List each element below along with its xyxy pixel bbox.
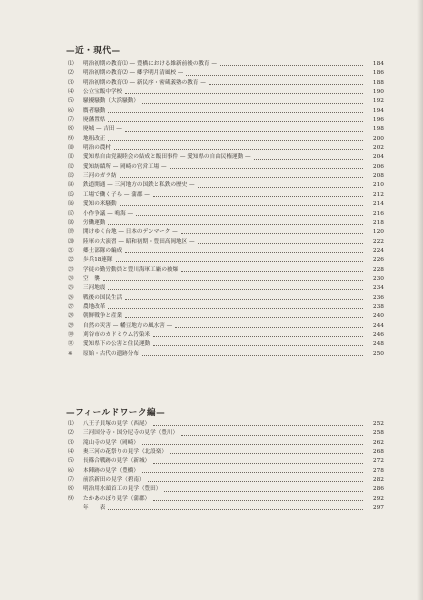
dot-leader: [153, 345, 363, 346]
toc-entry-title: 学徒の勤労動員と豊川海軍工廠の被爆: [83, 266, 179, 273]
toc-entry-number: ㉖: [68, 294, 74, 301]
dot-leader: [181, 435, 363, 436]
toc-entry-title: 戦後の国民生活: [83, 294, 123, 301]
dot-leader: [153, 336, 363, 337]
dot-leader: [136, 215, 363, 216]
toc-entry-number: ⑻: [68, 486, 74, 493]
toc-entry-title: 労働運動: [83, 219, 106, 226]
dot-leader: [108, 121, 363, 122]
toc-entry: [68, 331, 384, 340]
toc-entry: [68, 200, 384, 209]
toc-entry: [68, 420, 384, 429]
toc-entry-number: ⑹: [68, 107, 74, 114]
toc-entry: [68, 266, 384, 275]
dot-leader: [153, 500, 363, 501]
toc-entry-number: ㉓: [68, 266, 74, 273]
dot-leader: [142, 355, 363, 356]
toc-entry: [68, 219, 384, 228]
toc-entry-number: ⒃: [68, 201, 74, 208]
toc-entry-page: 188: [372, 79, 384, 86]
dot-leader: [125, 252, 363, 253]
section-title-fieldwork: —フィールドワーク編—: [66, 408, 166, 418]
toc-entry-number: ⒅: [68, 219, 74, 226]
section-title-modern: —近・現代—: [66, 46, 121, 56]
toc-entry-number: ⑻: [68, 126, 74, 133]
toc-entry-number: ㉙: [68, 322, 74, 329]
toc-entry: [68, 467, 384, 476]
toc-entry-number: ㉚: [68, 331, 74, 338]
toc-entry-number: ⑵: [68, 70, 74, 77]
dot-leader: [125, 317, 363, 318]
dot-leader: [175, 327, 363, 328]
dot-leader: [181, 271, 363, 272]
toc-entry-title: 愛知県下の公害と住民運動: [83, 341, 151, 348]
dot-leader: [120, 177, 363, 178]
toc-entry-page: 262: [372, 439, 384, 446]
toc-entry-title: 原始・古代の遺跡分布: [83, 350, 139, 357]
dot-leader: [181, 233, 363, 234]
toc-entry: [68, 247, 384, 256]
toc-entry-number: ⑽: [68, 145, 74, 152]
toc-entry-title: 郷土部隊の編成: [83, 247, 123, 254]
toc-entry-page: 226: [372, 257, 384, 264]
dot-leader: [108, 224, 363, 225]
toc-entry: [68, 256, 384, 265]
toc-entry: [68, 322, 384, 331]
toc-entry-title: 三河のガラ紡: [83, 173, 117, 180]
dot-leader: [125, 299, 363, 300]
toc-entry-title: 空 襲: [83, 275, 100, 282]
dot-leader: [108, 509, 363, 510]
toc-entry: [68, 303, 384, 312]
toc-entry-number: ㉛: [68, 341, 74, 348]
toc-entry: [68, 79, 384, 88]
toc-entry-page: 120: [372, 229, 384, 236]
toc-entry-page: 248: [372, 341, 384, 348]
dot-leader: [108, 289, 363, 290]
toc-entry: [68, 107, 384, 116]
toc-entry: [68, 210, 384, 219]
toc-entry-number: ⒀: [68, 173, 74, 180]
toc-entry: [68, 116, 384, 125]
toc-entry-title: 廃藩置県: [83, 117, 106, 124]
toc-entry-page: 198: [372, 126, 384, 133]
toc-entry-page: 214: [372, 201, 384, 208]
toc-entry-page: 258: [372, 430, 384, 437]
toc-entry: [68, 69, 384, 78]
toc-entry-page: 186: [372, 70, 384, 77]
toc-entry-number: ⑸: [68, 98, 74, 105]
dot-leader: [148, 481, 363, 482]
toc-entry-number: ⑺: [68, 477, 74, 484]
toc-entry-number: ⑼: [68, 495, 74, 502]
toc-entry-number: ⑴: [68, 421, 74, 427]
toc-entry-title: 明治の農村: [83, 145, 111, 152]
toc-entry-page: 250: [372, 350, 384, 357]
toc-entry-page: 184: [372, 61, 384, 67]
toc-entry-title: 地租改正: [83, 135, 106, 142]
toc-entry-page: 200: [372, 135, 384, 142]
toc-entry-title: 刈谷市のカドミウム汚染米: [83, 331, 151, 338]
toc-entry-page: 244: [372, 322, 384, 329]
toc-entry: [68, 172, 384, 181]
toc-entry-page: 238: [372, 303, 384, 310]
toc-entry-page: 222: [372, 238, 384, 245]
dot-leader: [198, 187, 363, 188]
toc-entry-title: 年 表: [83, 505, 106, 512]
toc-entry-title: 本陣跡の見学（豊橋）: [83, 467, 139, 474]
dot-leader: [108, 140, 363, 141]
toc-entry-title: 前浜新田の見学（碧南）: [83, 477, 145, 484]
toc-entry-title: 明治初期の教育⑵ — 郷学明月清風校 —: [83, 70, 184, 77]
toc-entry-page: 286: [372, 486, 384, 493]
toc-entry-page: 216: [372, 210, 384, 217]
toc-entry-title: 小作争議 — 鳴海 —: [83, 210, 134, 217]
toc-entry: [68, 238, 384, 247]
toc-entry: [68, 495, 384, 504]
toc-entry-title: 陸軍の大演習 — 昭和初期・豊田高岡地区 —: [83, 238, 195, 245]
toc-entry: [68, 163, 384, 172]
toc-entry-title: 愛知紡績所 — 岡崎の官営工場 —: [83, 163, 167, 170]
toc-entry: [68, 60, 384, 69]
toc-entry-title: 贋者騒動: [83, 107, 106, 114]
toc-entry: [68, 284, 384, 293]
toc-entry-page: 252: [372, 421, 384, 427]
toc-entry-page: 230: [372, 275, 384, 282]
toc-entry: [68, 485, 384, 494]
toc-entry-number: ⒂: [68, 191, 74, 198]
dot-leader: [125, 93, 363, 94]
toc-entry-number: ⑺: [68, 117, 74, 124]
toc-entry-number: ㉑: [68, 247, 74, 254]
toc-entry-number: ⑸: [68, 458, 74, 465]
toc-entry-title: 滝山寺の見学（岡崎）: [83, 439, 139, 446]
toc-entry-number: ⑼: [68, 135, 74, 142]
dot-leader: [142, 103, 363, 104]
toc-entry-number: ㉒: [68, 257, 74, 264]
toc-entry-page: 208: [372, 173, 384, 180]
toc-entry-number: ⒆: [68, 229, 74, 236]
toc-entry-number: ※: [68, 350, 73, 357]
toc-entry-number: ⑶: [68, 79, 74, 86]
toc-entry-page: 210: [372, 182, 384, 189]
toc-entry-page: 190: [372, 89, 384, 96]
toc-entry: [68, 476, 384, 485]
dot-leader: [186, 75, 363, 76]
toc-entry-page: 204: [372, 154, 384, 161]
toc-entry-title: 八王子貝塚の見学（西尾）: [83, 421, 151, 427]
toc-entry-title: 開けゆく台地 — 日本のデンマーク —: [83, 229, 178, 236]
toc-entry-number: ⑾: [68, 154, 74, 161]
toc-entry-page: 206: [372, 163, 384, 170]
toc-entry-page: 278: [372, 467, 384, 474]
toc-entry-number: ㉔: [68, 275, 74, 282]
toc-entry-title: 騒擾騒動（大浜騒動）: [83, 98, 139, 105]
toc-entry-title: 明治用水頭首工の見学（豊田）: [83, 486, 162, 493]
toc-entry-number: ㉘: [68, 313, 74, 320]
toc-entry-page: 282: [372, 477, 384, 484]
toc-entry-number: ㉗: [68, 303, 74, 310]
toc-entry: [68, 125, 384, 134]
toc-entry-page: 240: [372, 313, 384, 320]
dot-leader: [220, 65, 363, 66]
toc-entry: [68, 275, 384, 284]
toc-entry-page: 268: [372, 449, 384, 456]
dot-leader: [142, 444, 363, 445]
toc-entry-title: 歩兵18連隊: [83, 257, 113, 264]
toc-entry-page: 196: [372, 117, 384, 124]
toc-entry-page: 192: [372, 98, 384, 105]
toc-entry-number: ⒄: [68, 210, 74, 217]
toc-entry-page: 194: [372, 107, 384, 114]
toc-entry: [68, 294, 384, 303]
toc-entry: [68, 350, 384, 359]
toc-entry-title: 愛知の米騒動: [83, 201, 117, 208]
toc-entry: [68, 144, 384, 153]
toc-entry: [68, 135, 384, 144]
dot-leader: [153, 463, 363, 464]
dot-leader: [108, 308, 363, 309]
toc-entry-page: 292: [372, 495, 384, 502]
toc-entry: [68, 429, 384, 438]
toc-entry-title: 三河国分寺・国分尼寺の見学（豊川）: [83, 430, 179, 437]
toc-entry-title: 愛知県自由党親睦会の結成と飯田事件 — 愛知県の自由民権運動 —: [83, 154, 251, 161]
dot-leader: [114, 149, 363, 150]
toc-list-fieldwork: [68, 420, 384, 513]
toc-entry-number: ⑵: [68, 430, 74, 437]
dot-leader: [125, 131, 363, 132]
toc-entry-number: ⑷: [68, 449, 74, 456]
toc-entry: [68, 88, 384, 97]
toc-entry-number: ⑶: [68, 439, 74, 446]
toc-entry-page: 224: [372, 247, 384, 254]
toc-entry-page: 228: [372, 266, 384, 273]
dot-leader: [120, 205, 363, 206]
toc-entry: [68, 191, 384, 200]
toc-entry-title: 朝鮮戦争と産業: [83, 313, 123, 320]
toc-entry-title: 工場で働く子ら — 蒲郡 —: [83, 191, 150, 198]
toc-entry-page: 234: [372, 285, 384, 292]
toc-entry: [68, 457, 384, 466]
toc-entry-title: 廃城 — 吉田 —: [83, 126, 122, 133]
toc-entry-title: 農地改革: [83, 303, 106, 310]
dot-leader: [198, 243, 363, 244]
toc-entry: [68, 228, 384, 237]
toc-entry-page: 202: [372, 145, 384, 152]
toc-entry-number: ⑹: [68, 467, 74, 474]
toc-entry-page: 236: [372, 294, 384, 301]
toc-entry: [68, 181, 384, 190]
toc-entry-page: 297: [372, 505, 384, 512]
toc-entry: [68, 153, 384, 162]
toc-entry: [68, 504, 384, 513]
dot-leader: [254, 159, 363, 160]
toc-entry: [68, 340, 384, 349]
dot-leader: [170, 168, 363, 169]
toc-entry: [68, 97, 384, 106]
toc-entry-page: 272: [372, 458, 384, 465]
toc-entry-page: 212: [372, 191, 384, 198]
toc-entry-title: 長篠合戦跡の見学（新城）: [83, 458, 151, 465]
toc-entry-title: 三河地震: [83, 285, 106, 292]
toc-entry-number: ⑷: [68, 89, 74, 96]
toc-entry-number: ⑿: [68, 163, 74, 170]
toc-entry: [68, 439, 384, 448]
toc-entry-number: ⑴: [68, 61, 74, 67]
dot-leader: [142, 472, 363, 473]
toc-entry-number: ㉕: [68, 285, 74, 292]
toc-entry-title: 公立宝飯中学校: [83, 89, 123, 96]
dot-leader: [209, 84, 363, 85]
toc-entry-title: 鉄道開通 — 三河地方の国鉄と私鉄の歴史 —: [83, 182, 195, 189]
dot-leader: [103, 280, 363, 281]
dot-leader: [164, 491, 363, 492]
dot-leader: [170, 453, 363, 454]
toc-list-modern: [68, 60, 384, 359]
toc-entry-page: 246: [372, 331, 384, 338]
toc-entry-title: 奥三河の花祭りの見学（北設楽）: [83, 449, 167, 456]
toc-entry: [68, 312, 384, 321]
dot-leader: [153, 196, 363, 197]
toc-entry-number: ⒇: [68, 238, 74, 245]
toc-entry-title: 自然の災害 — 幡豆地方の風水害 —: [83, 322, 173, 329]
toc-entry-title: 明治初期の教育⑴ — 豊橋における維新前後の教育 —: [83, 61, 217, 67]
toc-entry-title: たかあのぼり見学（蒲郡）: [83, 495, 151, 502]
dot-leader: [153, 425, 363, 426]
toc-entry-number: ⒁: [68, 182, 74, 189]
toc-entry: [68, 448, 384, 457]
dot-leader: [116, 261, 364, 262]
toc-entry-page: 218: [372, 219, 384, 226]
dot-leader: [108, 112, 363, 113]
toc-entry-title: 明治初期の教育⑶ — 新民序・密蔵義塾の教育 —: [83, 79, 206, 86]
